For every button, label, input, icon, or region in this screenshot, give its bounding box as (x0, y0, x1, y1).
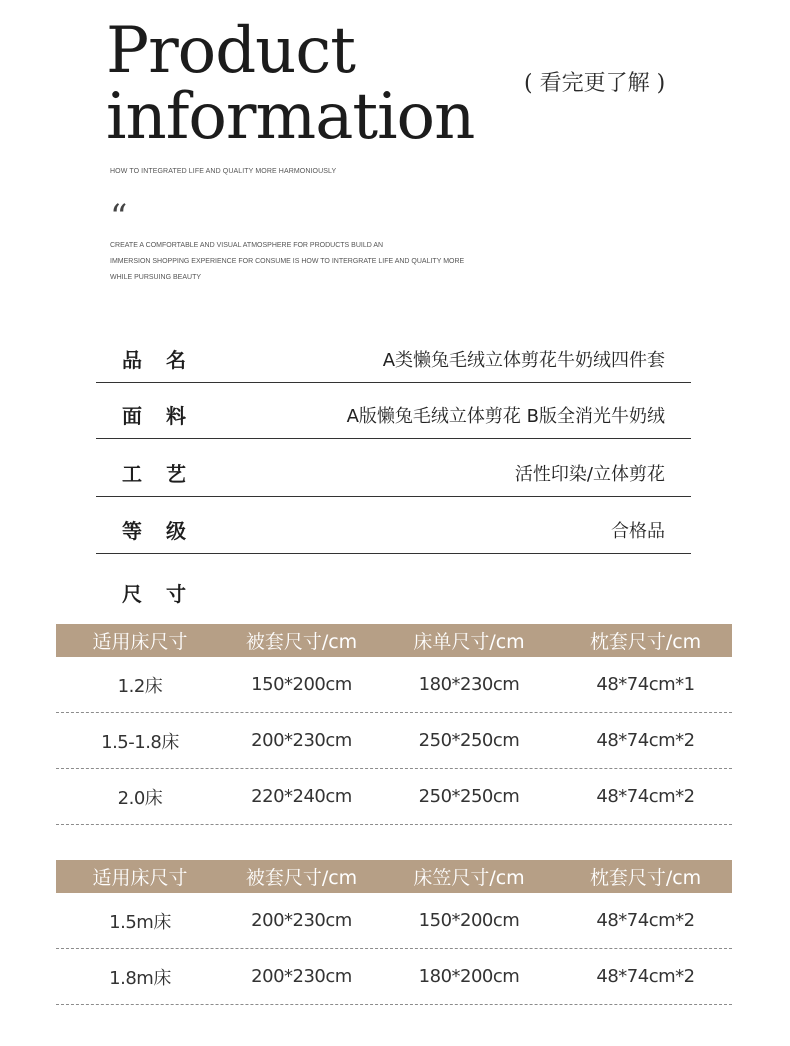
size-table-1 (56, 624, 732, 825)
table-cell: 150*200cm (418, 910, 520, 931)
info-label: 工艺 (122, 462, 210, 486)
table-header-cell: 枕套尺寸/cm (589, 631, 702, 653)
table-header-cell: 被套尺寸/cm (245, 867, 358, 889)
info-label: 面料 (122, 404, 210, 428)
table-cell: 48*74cm*2 (596, 910, 695, 931)
info-label: 品名 (122, 348, 210, 372)
table-cell: 180*200cm (418, 966, 520, 987)
tagline: HOW TO INTEGRATED LIFE AND QUALITY MORE HARMONIOUSLY (110, 168, 337, 175)
quote-mark-icon: “ (110, 197, 128, 237)
table-cell: 48*74cm*1 (596, 674, 695, 695)
table-cell: 200*230cm (251, 966, 352, 987)
table-cell: 1.5m床 (109, 911, 171, 933)
table-cell: 250*250cm (418, 786, 520, 807)
table-header-cell: 被套尺寸/cm (245, 631, 358, 653)
size-label: 尺寸 (122, 582, 210, 606)
info-value: A版懒兔毛绒立体剪花 B版全消光牛奶绒 (346, 406, 665, 427)
table-cell: 48*74cm*2 (596, 786, 695, 807)
table-cell: 48*74cm*2 (596, 966, 695, 987)
subtitle-cn: ( 看完更了解 ) (524, 71, 666, 96)
info-value: 活性印染/立体剪花 (514, 464, 665, 485)
table-cell: 200*230cm (251, 730, 352, 751)
table-cell: 250*250cm (418, 730, 520, 751)
table-cell: 1.2床 (117, 675, 163, 697)
table-cell: 2.0床 (117, 787, 163, 809)
table-header (56, 860, 732, 893)
table-row (56, 949, 732, 1005)
info-label: 等级 (122, 519, 210, 543)
title-line-1: Product (106, 14, 355, 88)
table-header (56, 624, 732, 657)
info-row-grade (96, 504, 691, 554)
table-cell: 180*230cm (418, 674, 520, 695)
table-header-cell: 适用床尺寸 (92, 867, 188, 889)
table-header-cell: 床笠尺寸/cm (413, 867, 525, 889)
table-cell: 220*240cm (251, 786, 352, 807)
info-value: A类懒兔毛绒立体剪花牛奶绒四件套 (382, 350, 665, 371)
page-title (106, 14, 475, 154)
table-cell: 1.5-1.8床 (101, 731, 179, 753)
table-header-cell: 适用床尺寸 (92, 631, 188, 653)
info-row-fabric (96, 389, 691, 439)
table-row (56, 713, 732, 769)
size-table-2 (56, 860, 732, 1005)
table-cell: 48*74cm*2 (596, 730, 695, 751)
table-header-cell: 床单尺寸/cm (413, 631, 525, 653)
table-cell: 150*200cm (251, 674, 352, 695)
info-row-name (96, 333, 691, 383)
table-cell: 200*230cm (251, 910, 352, 931)
description (110, 238, 530, 286)
info-value: 合格品 (611, 521, 665, 542)
title-line-2: information (106, 80, 475, 154)
table-row (56, 657, 732, 713)
description-line: IMMERSION SHOPPING EXPERIENCE FOR CONSUME IS HOW TO INTERGRATE LIFE AND QUALITY MORE (110, 258, 465, 265)
info-row-craft (96, 447, 691, 497)
table-row (56, 769, 732, 825)
table-row (56, 893, 732, 949)
table-header-cell: 枕套尺寸/cm (589, 867, 702, 889)
description-line: CREATE A COMFORTABLE AND VISUAL ATMOSPHERE FOR PRODUCTS BUILD AN (110, 242, 384, 249)
description-line: WHILE PURSUING BEAUTY (110, 274, 202, 281)
table-cell: 1.8m床 (109, 967, 171, 989)
